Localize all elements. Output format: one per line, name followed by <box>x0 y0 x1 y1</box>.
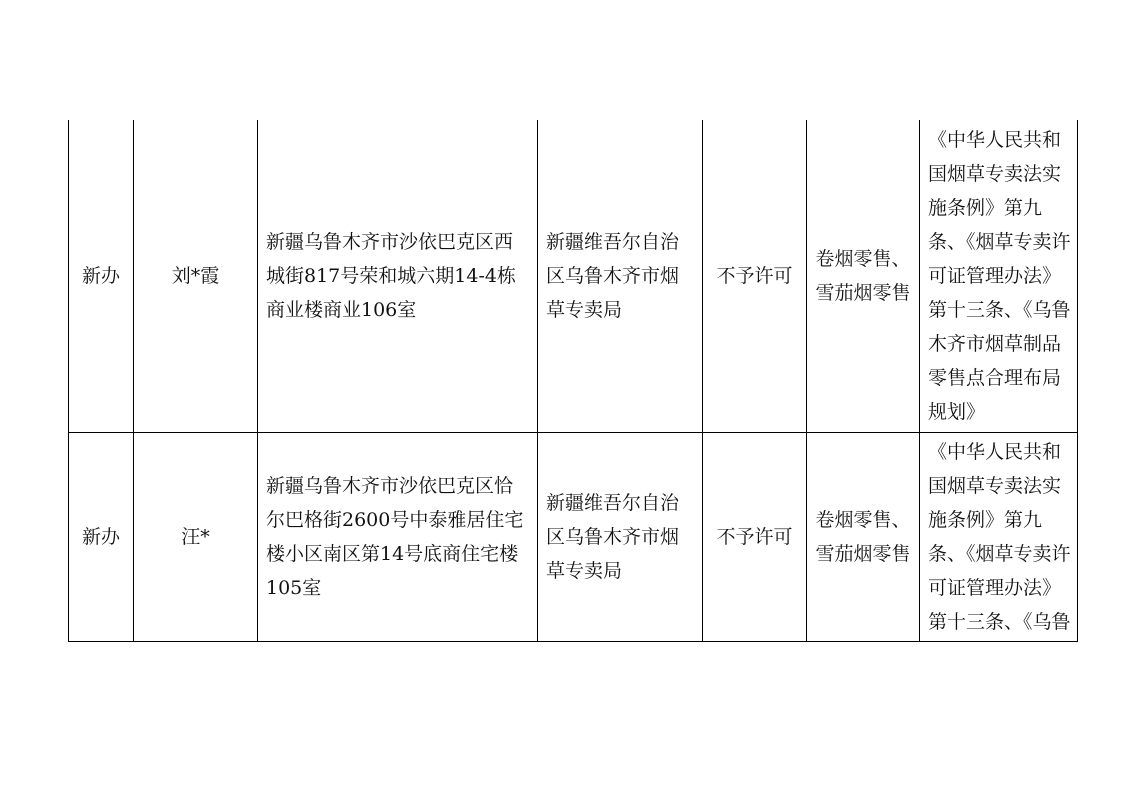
legal-basis-text: 《中华人民共和国烟草专卖法实施条例》第九条、《烟草专卖许可证管理办法》第十三条、《乌鲁木齐市烟草制品零售点合理布局规划》 <box>928 129 1071 423</box>
legal-basis-cell <box>920 433 1078 642</box>
application-type-cell: 新办 <box>69 120 134 433</box>
legal-basis-cell <box>920 120 1078 433</box>
decision-cell: 不予许可 <box>703 433 807 642</box>
authority-cell: 新疆维吾尔自治区乌鲁木齐市烟草专卖局 <box>538 120 703 433</box>
license-decision-table <box>68 120 1078 642</box>
table-row <box>69 433 1078 642</box>
business-address-cell: 新疆乌鲁木齐市沙依巴克区西城街817号荣和城六期14-4栋商业楼商业106室 <box>258 120 538 433</box>
legal-basis-text: 《中华人民共和国烟草专卖法实施条例》第九条、《烟草专卖许可证管理办法》第十三条、《乌鲁 <box>928 441 1071 633</box>
application-type-cell: 新办 <box>69 433 134 642</box>
table-row <box>69 120 1078 433</box>
applicant-name-cell: 汪* <box>134 433 258 642</box>
business-scope-cell: 卷烟零售、雪茄烟零售 <box>807 433 920 642</box>
business-scope-cell: 卷烟零售、雪茄烟零售 <box>807 120 920 433</box>
business-address-cell: 新疆乌鲁木齐市沙依巴克区恰尔巴格街2600号中泰雅居住宅楼小区南区第14号底商住宅楼105室 <box>258 433 538 642</box>
applicant-name-cell: 刘*霞 <box>134 120 258 433</box>
authority-cell: 新疆维吾尔自治区乌鲁木齐市烟草专卖局 <box>538 433 703 642</box>
decision-cell: 不予许可 <box>703 120 807 433</box>
